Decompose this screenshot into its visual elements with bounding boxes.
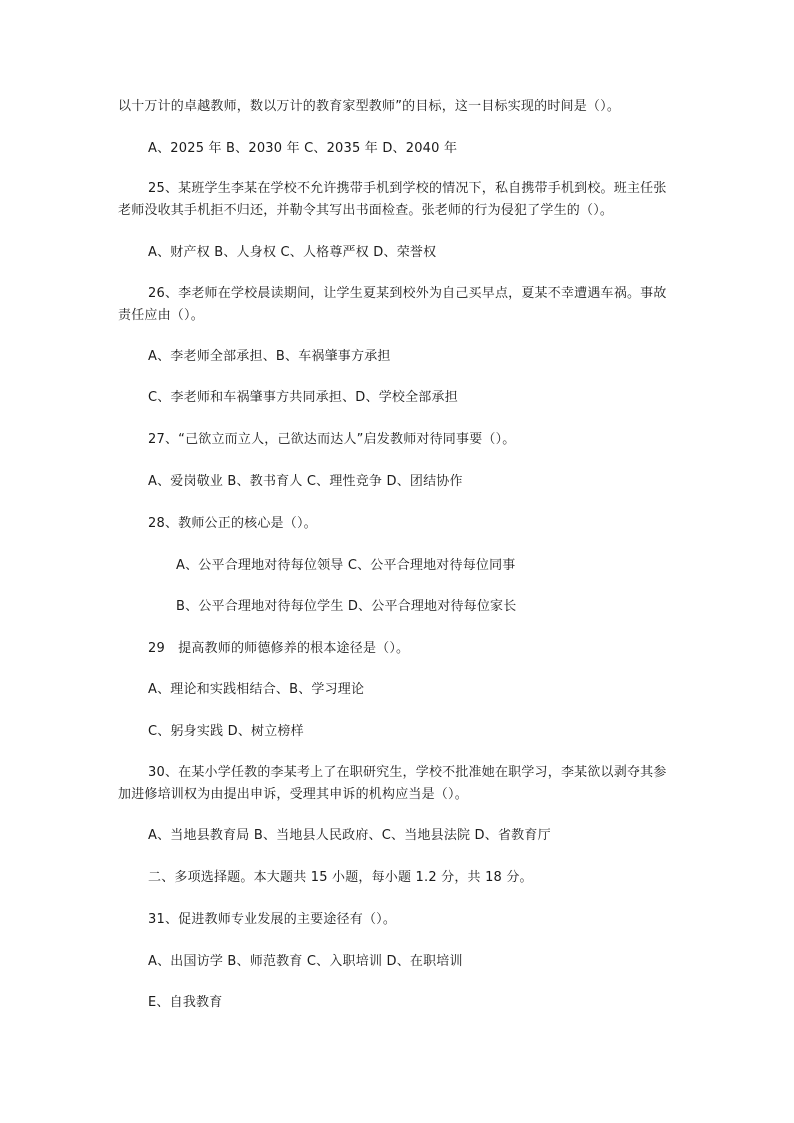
question-28-options-row-1: A、公平合理地对待每位领导 C、公平合理地对待每位同事 [176,558,516,573]
question-28-stem: 28、教师公正的核心是（）。 [148,516,317,531]
question-31-options: A、出国访学 B、师范教育 C、入职培训 D、在职培训 [148,954,463,969]
question-31-option-e: E、自我教育 [148,995,223,1010]
question-27-options: A、爱岗敬业 B、教书育人 C、理性竞争 D、团结协作 [148,474,463,489]
question-30-options: A、当地县教育局 B、当地县人民政府、C、当地县法院 D、省教育厅 [148,828,551,843]
question-29-options-row-1: A、理论和实践相结合、B、学习理论 [148,682,365,697]
question-26-stem: 26、李老师在学校晨读期间，让学生夏某到校外为自己买早点，夏某不幸遭遇车祸。事故责任应由（）。 [118,286,667,323]
question-29-options-row-2: C、躬身实践 D、树立榜样 [148,724,304,739]
question-25-options: A、财产权 B、人身权 C、人格尊严权 D、荣誉权 [148,245,437,260]
question-24-options: A、2025 年 B、2030 年 C、2035 年 D、2040 年 [148,141,458,156]
question-30-stem: 30、在某小学任教的李某考上了在职研究生，学校不批准她在职学习，李某欲以剥夺其参加进修培训权为由提出申诉，受理其申诉的机构应当是（）。 [118,765,667,802]
question-29-stem: 29 提高教师的师德修养的根本途径是（）。 [148,641,410,656]
question-31-stem: 31、促进教师专业发展的主要途径有（）。 [148,912,397,927]
question-24-stem-tail: 以十万计的卓越教师，数以万计的教育家型教师”的目标，这一目标实现的时间是（）。 [118,99,621,114]
question-28-options-row-2: B、公平合理地对待每位学生 D、公平合理地对待每位家长 [176,599,517,614]
question-25-stem: 25、某班学生李某在学校不允许携带手机到学校的情况下，私自携带手机到校。班主任张老师没收其手机拒不归还，并勒令其写出书面检查。张老师的行为侵犯了学生的（）。 [118,181,667,218]
question-27-stem: 27、“己欲立而立人，己欲达而达人”启发教师对待同事要（）。 [148,432,516,447]
section-2-heading: 二、多项选择题。本大题共 15 小题，每小题 1.2 分，共 18 分。 [148,870,533,885]
question-26-options-row-2: C、李老师和车祸肇事方共同承担、D、学校全部承担 [148,390,458,405]
question-26-options-row-1: A、李老师全部承担、B、车祸肇事方承担 [148,349,391,364]
